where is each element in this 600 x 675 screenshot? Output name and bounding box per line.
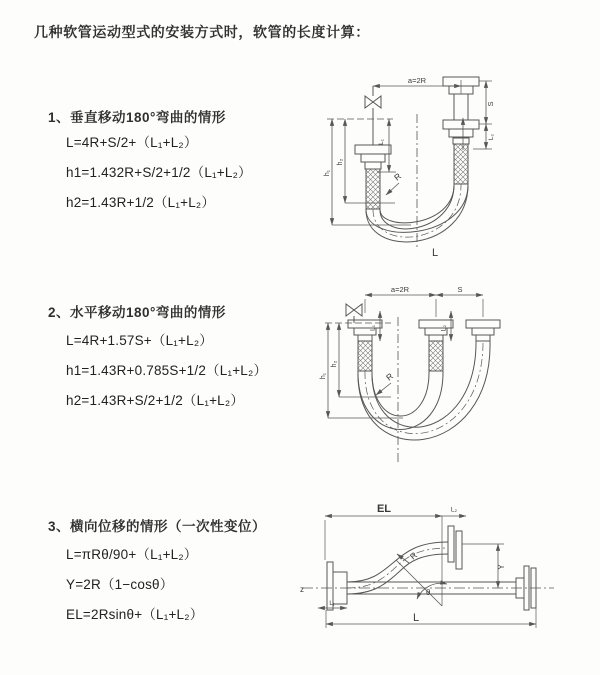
- dim-length: [326, 608, 536, 628]
- radius-label: R: [407, 549, 419, 562]
- section3-formula-EL: EL=2Rsinθ+（L₁+L₂）: [66, 607, 204, 622]
- section3-heading: 3、横向位移的情形（一次性变位）: [48, 519, 267, 534]
- dim-label-h2: h₂: [337, 158, 344, 166]
- radius-label: R: [384, 370, 396, 383]
- section3-formula-L: L=πRθ/90+（L₁+L₂）: [66, 547, 198, 562]
- valve-icon: [365, 86, 381, 145]
- length-label: L: [431, 247, 439, 259]
- dim-label-l1: L₁: [378, 139, 385, 145]
- radius-label: R: [392, 170, 404, 183]
- dim-label-l2: L₂: [488, 133, 495, 141]
- diagram-horizontal-180-bend: [303, 283, 595, 475]
- dim-label-l2: L₂: [450, 506, 458, 514]
- section2-formula-h2: h2=1.43R+S/2+1/2（L₁+L₂）: [66, 393, 245, 408]
- break-symbol: z: [300, 585, 304, 594]
- dim-label-h2: h₂: [331, 360, 338, 368]
- dim-label-h1: h₁: [324, 169, 331, 177]
- dim-label-l1: L₁: [369, 325, 377, 331]
- dim-label-span: a=2R: [390, 285, 410, 294]
- section2-formula-L: L=4R+1.57S+（L₁+L₂）: [66, 333, 213, 348]
- dim-label-l2: L₂: [440, 324, 448, 332]
- section1-formula-L: L=4R+S/2+（L₁+L₂）: [66, 135, 198, 150]
- length-label: L: [412, 612, 420, 624]
- diagram-lateral-offset: [298, 498, 598, 648]
- left-hose-braid: [358, 341, 372, 371]
- section2-heading: 2、水平移动180°弯曲的情形: [48, 305, 226, 320]
- section3-formula-Y: Y=2R（1−cosθ）: [66, 577, 174, 592]
- right-flange-moved-position: [466, 320, 500, 341]
- radius-line: [396, 560, 442, 606]
- middle-flange: [419, 320, 453, 341]
- section1-formula-h2: h2=1.43R+1/2（L₁+L₂）: [66, 195, 216, 210]
- diagram-vertical-180-bend: [303, 72, 595, 260]
- hose-u-bend: [358, 341, 490, 440]
- dim-el: [325, 516, 442, 606]
- dim-label-stroke: S: [457, 285, 463, 294]
- section1-heading: 1、垂直移动180°弯曲的情形: [48, 110, 226, 125]
- section2-formula-h1: h1=1.43R+0.785S+1/2（L₁+L₂）: [66, 363, 268, 378]
- right-flange: [443, 120, 479, 144]
- upper-flange-displaced-position: [448, 526, 462, 569]
- middle-hose-braid: [429, 341, 443, 371]
- radius-leader: [376, 383, 391, 395]
- theta-label: θ: [426, 588, 431, 597]
- radius-leader: [386, 183, 399, 195]
- dim-label-y: Y: [497, 564, 506, 570]
- left-flange: [355, 145, 391, 169]
- section1-formula-h1: h1=1.432R+S/2+1/2（L₁+L₂）: [66, 165, 252, 180]
- right-hose-braid: [454, 144, 468, 184]
- dim-label-span: a=2R: [407, 76, 427, 85]
- hose-s-curve: [347, 542, 448, 594]
- dim-label-stroke: S: [486, 101, 495, 107]
- dim-label-h1: h₁: [320, 372, 327, 380]
- dim-span: [365, 295, 483, 317]
- dim-label-el: EL: [376, 503, 392, 515]
- dim-label-l1: L₁: [329, 601, 335, 607]
- page-title: 几种软管运动型式的安装方式时，软管的长度计算：: [34, 24, 370, 40]
